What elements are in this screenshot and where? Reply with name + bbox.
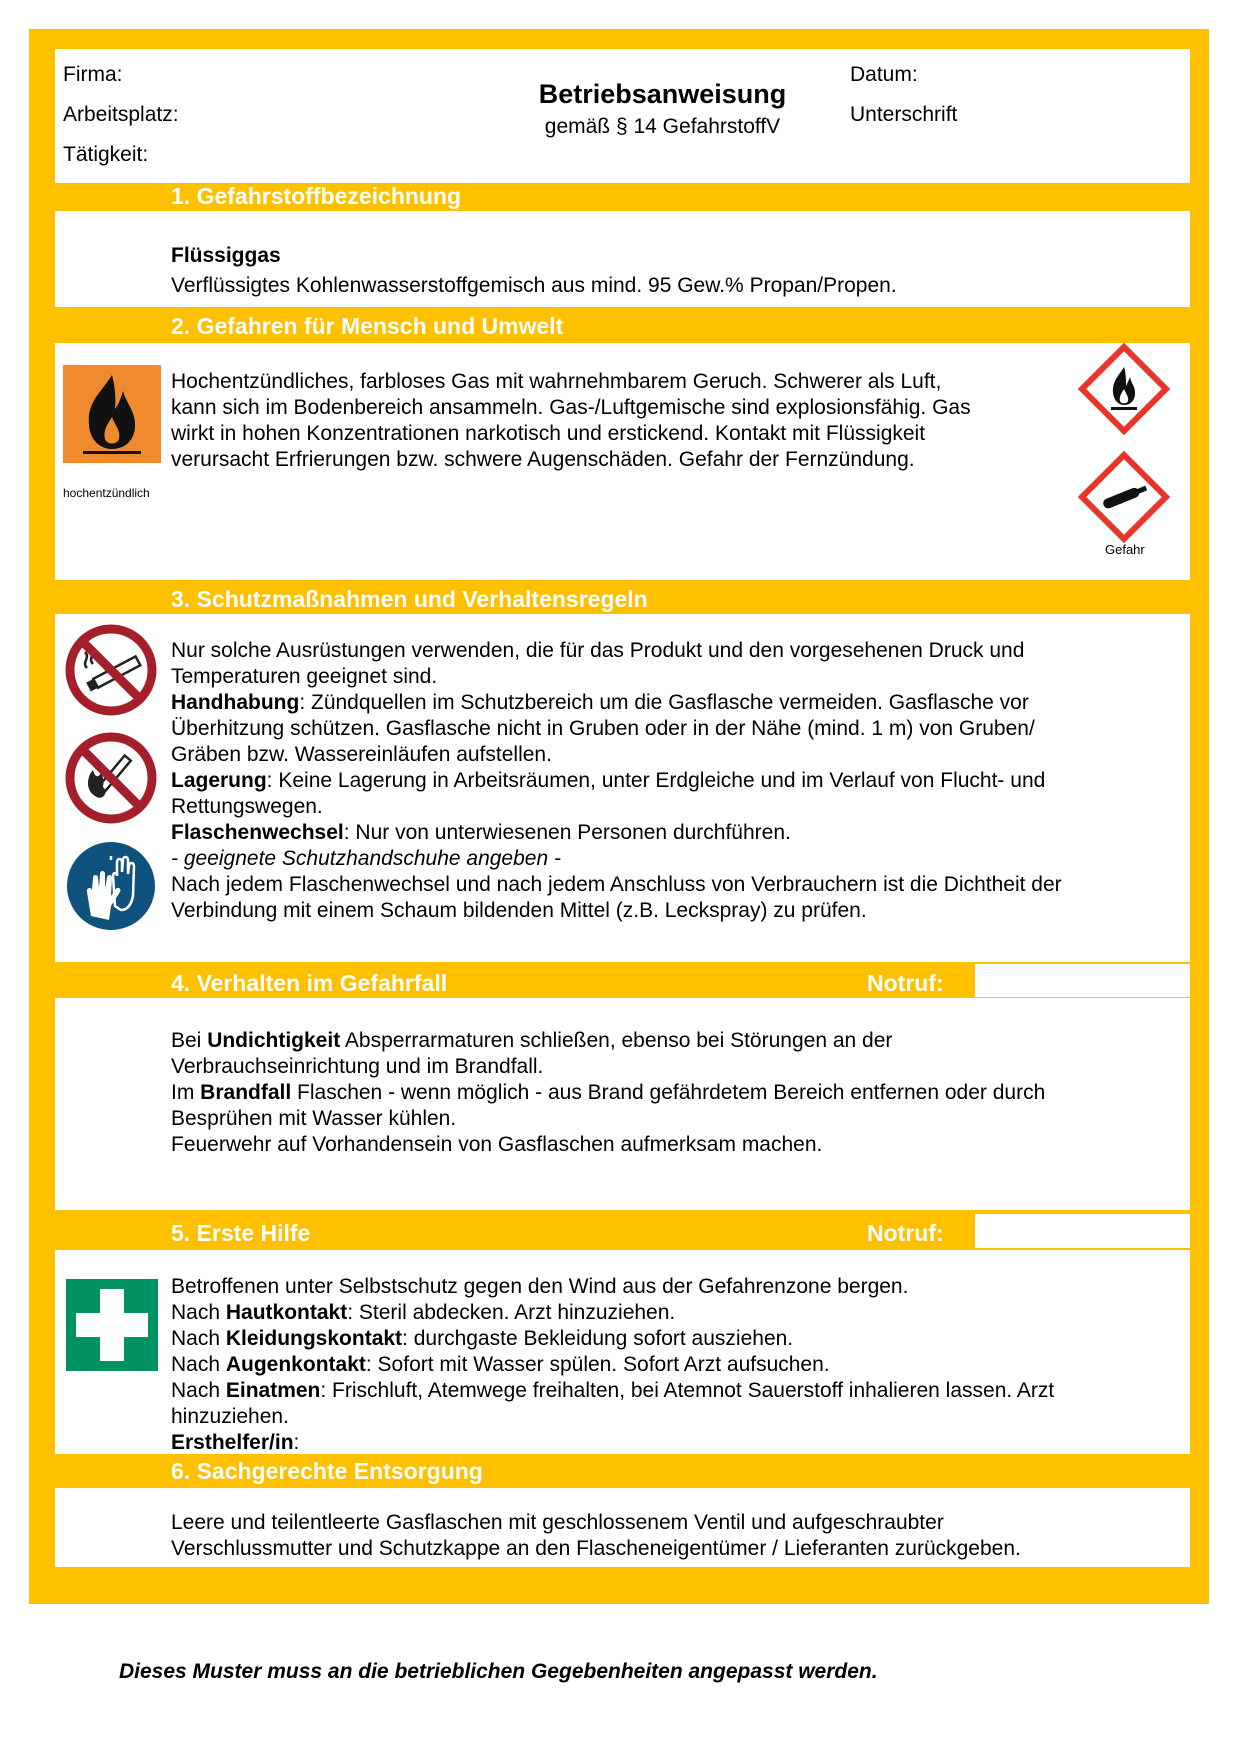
- emergency-line-3-c: Flaschen - wenn möglich - aus Brand gefährdetem Bereich entfernen oder durch: [291, 1081, 1046, 1104]
- section-6-title: 6. Sachgerechte Entsorgung: [171, 1458, 483, 1484]
- handhabung-line-3: Gräben bzw. Wassereinläufen aufstellen.: [171, 743, 552, 766]
- emergency-line-1-c: Absperrarmaturen schließen, ebenso bei Störungen an der: [340, 1029, 893, 1052]
- section-4-title: 4. Verhalten im Gefahrfall: [171, 970, 448, 996]
- first-aid-inhalation-2: hinzuziehen.: [171, 1405, 289, 1428]
- taetigkeit-label: Tätigkeit:: [63, 143, 149, 166]
- section-1-panel: [55, 211, 1190, 307]
- handhabung-line-1: [171, 690, 1029, 717]
- header-panel: [55, 49, 1190, 183]
- brandfall-label: Brandfall: [200, 1081, 292, 1104]
- ghs-gas-cylinder-icon: [1078, 451, 1170, 543]
- signal-word: Gefahr: [1105, 542, 1145, 557]
- arbeitsplatz-label: Arbeitsplatz:: [63, 103, 179, 126]
- hazard-line-4: verursacht Erfrierungen bzw. schwere Augenschäden. Gefahr der Fernzündung.: [171, 448, 915, 471]
- datum-label: Datum:: [850, 63, 918, 86]
- notruf-label-4: Notruf:: [867, 970, 944, 996]
- undichtigkeit-label: Undichtigkeit: [207, 1029, 341, 1052]
- emergency-line-1: [171, 1028, 892, 1055]
- hautkontakt-label: Hautkontakt: [225, 1301, 348, 1324]
- kleidungskontakt-label: Kleidungskontakt: [225, 1327, 403, 1350]
- notruf-field-5[interactable]: [975, 1214, 1190, 1250]
- document-title: Betriebsanweisung: [538, 79, 787, 109]
- section-5-title: 5. Erste Hilfe: [171, 1220, 311, 1246]
- section-3-heading-bar: [55, 580, 1190, 614]
- section-6-panel: [55, 1488, 1190, 1567]
- firma-label: Firma:: [63, 63, 123, 86]
- hautkontakt-text: : Steril abdecken. Arzt hinzuziehen.: [347, 1301, 676, 1324]
- ghs-flame-icon: [1078, 343, 1170, 435]
- emergency-line-5: Feuerwehr auf Vorhandensein von Gasflaschen aufmerksam machen.: [171, 1133, 823, 1156]
- handhabung-label: Handhabung: [171, 691, 300, 714]
- flame-orange-icon: [63, 365, 161, 463]
- augenkontakt-text: : Sofort mit Wasser spülen. Sofort Arzt aufsuchen.: [365, 1353, 830, 1376]
- first-aid-icon: [66, 1279, 158, 1371]
- first-aid-inhalation: [171, 1378, 1054, 1405]
- emergency-line-4: Besprühen mit Wasser kühlen.: [171, 1107, 457, 1130]
- section-1-heading-bar: [55, 183, 1190, 211]
- ersthelfer-label: Ersthelfer/in: [171, 1431, 294, 1454]
- leak-check-line-2: Verbindung mit einem Schaum bildenden Mittel (z.B. Leckspray) zu prüfen.: [171, 899, 867, 922]
- first-aid-line-1: Betroffenen unter Selbstschutz gegen den Wind aus der Gefahrenzone bergen.: [171, 1275, 909, 1298]
- substance-description: Verflüssigtes Kohlenwasserstoffgemisch aus mind. 95 Gew.% Propan/Propen.: [171, 274, 897, 297]
- no-open-flame-icon: [65, 732, 157, 824]
- flaschenwechsel-label: Flaschenwechsel: [171, 821, 344, 844]
- einatmen-text: : Frischluft, Atemwege freihalten, bei Atemnot Sauerstoff inhalieren lassen. Arzt: [320, 1379, 1055, 1402]
- section-3-title: 3. Schutzmaßnahmen und Verhaltensregeln: [171, 586, 648, 612]
- augenkontakt-label: Augenkontakt: [225, 1353, 366, 1376]
- emergency-line-3: [171, 1080, 1045, 1107]
- emergency-line-3-a: Im: [171, 1081, 201, 1104]
- gloves-note: - geeignete Schutzhandschuhe angeben -: [171, 847, 561, 870]
- kleidungskontakt-text: : durchgaste Bekleidung sofort ausziehen.: [402, 1327, 794, 1350]
- emergency-line-1-a: Bei: [171, 1029, 208, 1052]
- einatmen-label: Einatmen: [225, 1379, 321, 1402]
- unterschrift-label: Unterschrift: [850, 103, 958, 126]
- section-2-heading-bar: [55, 307, 1190, 343]
- flaschenwechsel-text: : Nur von unterwiesenen Personen durchführen.: [343, 821, 791, 844]
- section-6-heading-bar: [55, 1454, 1190, 1488]
- footer-note: Dieses Muster muss an die betrieblichen Gegebenheiten angepasst werden.: [119, 1660, 878, 1683]
- section-4-panel: [55, 998, 1190, 1210]
- hazard-line-1: Hochentzündliches, farbloses Gas mit wahrnehmbarem Geruch. Schwerer als Luft,: [171, 370, 942, 393]
- first-aid-clothing: [171, 1326, 793, 1353]
- section-3-panel: [55, 614, 1190, 962]
- handhabung-line-2: Überhitzung schützen. Gasflasche nicht in Gruben oder in der Nähe (mind. 1 m) von Gruben/: [171, 717, 1035, 740]
- flaschenwechsel-line: [171, 820, 791, 847]
- lagerung-text: : Keine Lagerung in Arbeitsräumen, unter Erdgleiche und im Verlauf von Flucht- und: [266, 769, 1046, 792]
- notruf-label-5: Notruf:: [867, 1220, 944, 1246]
- first-aid-eyes: [171, 1352, 830, 1379]
- leak-check-line-1: Nach jedem Flaschenwechsel und nach jedem Anschluss von Verbrauchern ist die Dichtheit der: [171, 873, 1062, 896]
- handhabung-text: : Zündquellen im Schutzbereich um die Gasflasche vermeiden. Gasflasche vor: [299, 691, 1029, 714]
- no-smoking-icon: [65, 624, 157, 716]
- ersthelfer-line: [171, 1430, 299, 1457]
- notruf-field-4[interactable]: [975, 964, 1190, 999]
- disposal-line-1: Leere und teilentleerte Gasflaschen mit geschlossenem Ventil und aufgeschraubter: [171, 1511, 944, 1534]
- section-5-panel: [55, 1250, 1190, 1454]
- ersthelfer-colon: :: [293, 1431, 300, 1454]
- lagerung-label: Lagerung: [171, 769, 267, 792]
- nach-3: Nach: [171, 1353, 226, 1376]
- nach-1: Nach: [171, 1301, 226, 1324]
- measures-intro-1: Nur solche Ausrüstungen verwenden, die für das Produkt und den vorgesehenen Druck und: [171, 639, 1025, 662]
- lagerung-line-2: Rettungswegen.: [171, 795, 323, 818]
- wear-gloves-icon: [65, 840, 157, 932]
- disposal-line-2: Verschlussmutter und Schutzkappe an den Flascheneigentümer / Lieferanten zurückgeben.: [171, 1537, 1021, 1560]
- measures-intro-2: Temperaturen geeignet sind.: [171, 665, 438, 688]
- first-aid-skin: [171, 1300, 675, 1327]
- emergency-line-2: Verbrauchseinrichtung und im Brandfall.: [171, 1055, 544, 1078]
- hazard-line-3: wirkt in hohen Konzentrationen narkotisch und erstickend. Kontakt mit Flüssigkeit: [171, 422, 926, 445]
- section-1-title: 1. Gefahrstoffbezeichnung: [171, 183, 462, 209]
- nach-2: Nach: [171, 1327, 226, 1350]
- section-2-title: 2. Gefahren für Mensch und Umwelt: [171, 313, 564, 339]
- section-2-panel: [55, 343, 1190, 580]
- lagerung-line-1: [171, 768, 1045, 795]
- nach-4: Nach: [171, 1379, 226, 1402]
- document-subtitle: gemäß § 14 GefahrstoffV: [544, 115, 781, 138]
- substance-name: Flüssiggas: [171, 244, 281, 267]
- hazard-line-2: kann sich im Bodenbereich ansammeln. Gas-/Luftgemische sind explosionsfähig. Gas: [171, 396, 971, 419]
- old-symbol-caption: hochentzündlich: [63, 486, 150, 500]
